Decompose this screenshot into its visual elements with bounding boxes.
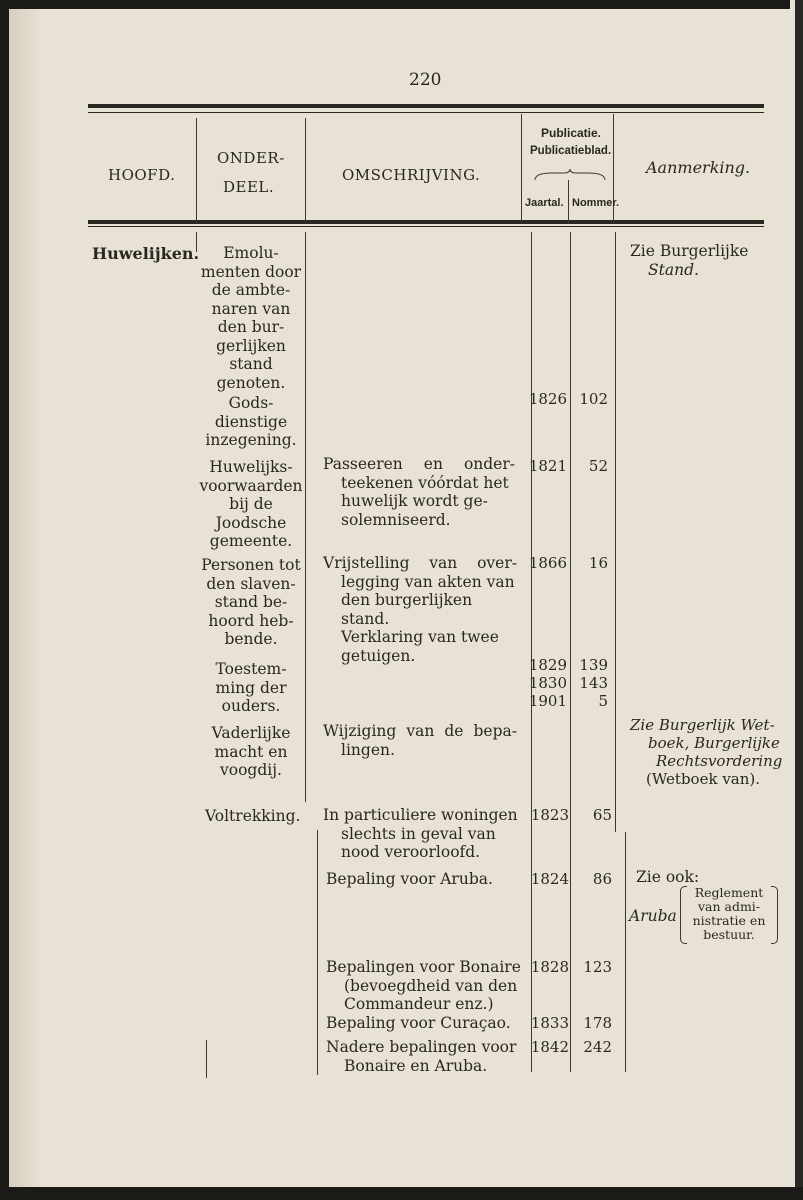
hoofd-title: Huwelijken. bbox=[92, 244, 200, 263]
column-divider bbox=[531, 232, 532, 1072]
aanmerking-zie-ook: Zie ook: bbox=[636, 868, 700, 886]
column-divider bbox=[206, 1040, 207, 1078]
omschrijving-bepaling-aruba: Bepaling voor Aruba. bbox=[326, 870, 493, 888]
header-nommer: Nommer. bbox=[572, 197, 620, 209]
header-hoofd: HOOFD. bbox=[108, 166, 176, 184]
header-divider bbox=[521, 114, 522, 223]
header-brace bbox=[534, 168, 606, 182]
onderdeel-slavenstand: Personen tot den slaven- stand be- hoord heb- bende. bbox=[201, 556, 301, 648]
onderdeel-toestemming: Toestem- ming der ouders. bbox=[215, 660, 287, 715]
nommer-cell: 86 bbox=[592, 870, 612, 888]
nommer-cell: 16 bbox=[588, 554, 608, 572]
jaartal-cell: 1824 bbox=[530, 870, 569, 888]
aanmerking-vaderlijke-macht: Zie Burgerlijk Wet- boek, Burgerlijke Rechtsvordering (Wetboek van). bbox=[630, 716, 783, 788]
header-top-rule-thin bbox=[88, 112, 764, 113]
nommer-cell: 65 bbox=[592, 806, 612, 824]
header-divider bbox=[196, 118, 197, 223]
nommer-cell: 242 bbox=[583, 1038, 612, 1056]
omschrijving-curacao: Bepaling voor Curaçao. bbox=[326, 1014, 511, 1032]
page-edge bbox=[790, 0, 803, 1200]
scan-border bbox=[0, 1187, 803, 1200]
onderdeel-inzegening: Gods- dienstige inzegening. bbox=[205, 394, 297, 449]
jaartal-cell: 1821 bbox=[528, 457, 567, 475]
nommer-cell: 143 bbox=[579, 674, 608, 692]
header-onderdeel-line2: DEEL. bbox=[223, 178, 275, 196]
omschrijving-vaderlijke-macht: Wijziging van de bepa- lingen. bbox=[323, 722, 517, 759]
jaartal-cell: 1866 bbox=[528, 554, 567, 572]
omschrijving-huwelijksvoorwaarden: Passeeren en onder- teekenen vóórdat het huwelijk wordt ge- solemniseerd. bbox=[323, 455, 515, 529]
header-aanmerking: Aanmerking. bbox=[646, 158, 751, 177]
onderdeel-vaderlijke-macht: Vaderlijke macht en voogdij. bbox=[211, 724, 291, 779]
omschrijving-slavenstand: Vrijstelling van over- legging van akten van den burgerlijken stand. Verklaring van twee getuigen. bbox=[323, 554, 517, 665]
jaartal-cell: 1833 bbox=[530, 1014, 569, 1032]
jaartal-cell: 1842 bbox=[530, 1038, 569, 1056]
nommer-cell: 5 bbox=[598, 692, 608, 710]
header-bottom-rule-thin bbox=[88, 226, 764, 227]
header-divider bbox=[568, 180, 569, 223]
nommer-cell: 102 bbox=[579, 390, 608, 408]
onderdeel-emolumenten: Emolu- menten door de ambte- naren van den bur- gerlijken stand genoten. bbox=[200, 244, 302, 392]
omschrijving-nadere-bepalingen: Nadere bepalingen voor Bonaire en Aruba. bbox=[326, 1038, 517, 1075]
nommer-cell: 52 bbox=[588, 457, 608, 475]
omschrijving-bonaire: Bepalingen voor Bonaire (bevoegdheid van den Commandeur enz.) bbox=[326, 958, 521, 1013]
nommer-cell: 139 bbox=[579, 656, 608, 674]
header-jaartal: Jaartal. bbox=[525, 197, 564, 209]
column-divider bbox=[615, 232, 616, 832]
jaartal-cell: 1829 bbox=[528, 656, 567, 674]
nommer-cell: 178 bbox=[583, 1014, 612, 1032]
onderdeel-voltrekking: Voltrekking. bbox=[205, 807, 301, 825]
column-divider bbox=[305, 232, 306, 802]
jaartal-cell: 1826 bbox=[528, 390, 567, 408]
header-publicatieblad: Publicatieblad. bbox=[530, 145, 612, 157]
header-omschrijving: OMSCHRIJVING. bbox=[342, 166, 481, 184]
header-top-rule bbox=[88, 104, 764, 108]
nommer-cell: 123 bbox=[583, 958, 612, 976]
aanmerking-emolumenten: Zie Burgerlijke Stand. bbox=[630, 242, 749, 279]
page-gutter bbox=[9, 9, 39, 1187]
jaartal-cell: 1901 bbox=[528, 692, 567, 710]
page-number: 220 bbox=[409, 70, 442, 90]
right-brace bbox=[771, 886, 778, 944]
omschrijving-particuliere-woningen: In particuliere woningen slechts in geval van nood veroorloofd. bbox=[323, 806, 518, 861]
header-publicatie: Publicatie. bbox=[541, 126, 602, 140]
jaartal-cell: 1828 bbox=[530, 958, 569, 976]
header-divider bbox=[305, 118, 306, 223]
jaartal-cell: 1823 bbox=[530, 806, 569, 824]
aanmerking-reglement: Reglement van admi- nistratie en bestuur. bbox=[692, 885, 766, 942]
column-divider bbox=[317, 830, 318, 1075]
jaartal-cell: 1830 bbox=[528, 674, 567, 692]
left-brace bbox=[680, 886, 687, 944]
aanmerking-aruba-label: Aruba bbox=[629, 907, 677, 925]
column-divider bbox=[625, 832, 626, 1072]
column-divider bbox=[570, 232, 571, 1072]
onderdeel-huwelijksvoorwaarden: Huwelijks- voorwaarden bij de Joodsche gemeente. bbox=[199, 458, 303, 550]
header-onderdeel-line1: ONDER- bbox=[217, 149, 285, 167]
header-bottom-rule bbox=[88, 220, 764, 224]
